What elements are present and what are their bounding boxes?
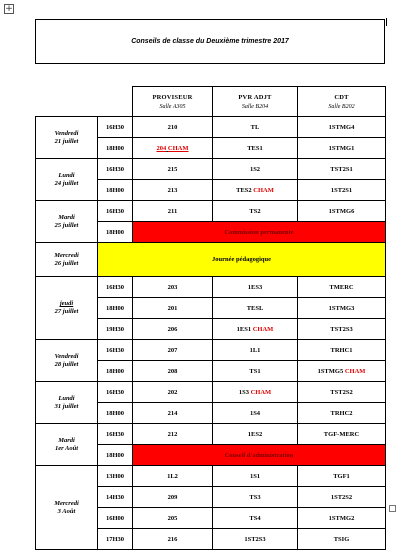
class-cell: 1STMG6 bbox=[298, 201, 386, 222]
day-cell: Mardi 25 juillet bbox=[36, 201, 98, 243]
day-cell: Vendredi 21 juillet bbox=[36, 117, 98, 159]
table-row bbox=[36, 340, 386, 361]
class-cell: TST2S3 bbox=[298, 319, 386, 340]
time-cell: 14H30 bbox=[98, 487, 133, 508]
class-cell: 209 bbox=[133, 487, 213, 508]
time-cell: 16H30 bbox=[98, 340, 133, 361]
class-cell: TST2S1 bbox=[298, 159, 386, 180]
class-cell: 206 bbox=[133, 319, 213, 340]
header-row bbox=[36, 87, 386, 117]
class-cell: 205 bbox=[133, 508, 213, 529]
time-cell: 16H30 bbox=[98, 201, 133, 222]
time-cell: 16H30 bbox=[98, 117, 133, 138]
class-cell: 1S3 CHAM bbox=[213, 382, 298, 403]
class-cell: TSIG bbox=[298, 529, 386, 550]
class-cell: TS4 bbox=[213, 508, 298, 529]
class-cell: 1S4 bbox=[213, 403, 298, 424]
header-cdt: CDT Salle B202 bbox=[298, 87, 386, 117]
class-cell: TS2 bbox=[213, 201, 298, 222]
time-cell: 16H30 bbox=[98, 382, 133, 403]
time-cell: 16H30 bbox=[98, 277, 133, 298]
table-resize-handle-icon[interactable] bbox=[389, 505, 396, 512]
class-cell: 214 bbox=[133, 403, 213, 424]
class-cell: 216 bbox=[133, 529, 213, 550]
class-cell: 212 bbox=[133, 424, 213, 445]
time-cell: 18H00 bbox=[98, 445, 133, 466]
commission-band: Commission permanente bbox=[133, 222, 386, 243]
conseil-band: Conseil d'administration bbox=[133, 445, 386, 466]
class-cell: TMERC bbox=[298, 277, 386, 298]
table-row bbox=[36, 243, 386, 277]
class-cell: 1ST2S3 bbox=[213, 529, 298, 550]
class-cell: 211 bbox=[133, 201, 213, 222]
class-cell: TES2 CHAM bbox=[213, 180, 298, 201]
day-cell: Lundi 31 juillet bbox=[36, 382, 98, 424]
class-cell: 1ES3 bbox=[213, 277, 298, 298]
time-cell: 16H00 bbox=[98, 508, 133, 529]
class-cell: 1ES1 CHAM bbox=[213, 319, 298, 340]
table-row bbox=[36, 201, 386, 222]
day-cell: Mardi 1er Août bbox=[36, 424, 98, 466]
class-cell: 1ST2S2 bbox=[298, 487, 386, 508]
class-cell: TES1 bbox=[213, 138, 298, 159]
day-cell: Mercredi 26 juillet bbox=[36, 243, 98, 277]
class-cell: 204 CHAM bbox=[133, 138, 213, 159]
header-pvr-adjt: PVR ADJT Salle B204 bbox=[213, 87, 298, 117]
class-cell: 1STMG2 bbox=[298, 508, 386, 529]
class-cell: 1STMG1 bbox=[298, 138, 386, 159]
schedule-table bbox=[35, 86, 386, 550]
class-cell: TRHC1 bbox=[298, 340, 386, 361]
class-cell: 207 bbox=[133, 340, 213, 361]
day-cell: Vendredi 28 juillet bbox=[36, 340, 98, 382]
class-cell: TS1 bbox=[213, 361, 298, 382]
journee-band: Journée pédagogique bbox=[98, 243, 386, 277]
class-cell: TESL bbox=[213, 298, 298, 319]
class-cell: TRHC2 bbox=[298, 403, 386, 424]
time-cell: 18H00 bbox=[98, 361, 133, 382]
text-cursor bbox=[386, 18, 387, 26]
table-row bbox=[36, 277, 386, 298]
class-cell: 203 bbox=[133, 277, 213, 298]
table-row bbox=[36, 117, 386, 138]
table-row bbox=[36, 382, 386, 403]
day-cell: Lundi 24 juillet bbox=[36, 159, 98, 201]
time-cell: 18H00 bbox=[98, 298, 133, 319]
class-cell: 1STMG4 bbox=[298, 117, 386, 138]
class-cell: TGF-MERC bbox=[298, 424, 386, 445]
header-proviseur: PROVISEUR Salle A305 bbox=[133, 87, 213, 117]
time-cell: 16H30 bbox=[98, 159, 133, 180]
table-row bbox=[36, 159, 386, 180]
time-cell: 16H30 bbox=[98, 424, 133, 445]
time-cell: 18H00 bbox=[98, 180, 133, 201]
table-move-handle-icon[interactable]: + bbox=[5, 4, 13, 14]
table-row bbox=[36, 466, 386, 487]
table-row bbox=[36, 424, 386, 445]
class-cell: 1L2 bbox=[133, 466, 213, 487]
class-cell: TL bbox=[213, 117, 298, 138]
day-cell: Mercredi 3 Août bbox=[36, 466, 98, 550]
time-cell: 13H00 bbox=[98, 466, 133, 487]
time-cell: 18H00 bbox=[98, 222, 133, 243]
class-cell: 208 bbox=[133, 361, 213, 382]
class-cell: 1STMG5 CHAM bbox=[298, 361, 386, 382]
time-cell: 18H00 bbox=[98, 403, 133, 424]
header-blank bbox=[36, 87, 133, 117]
class-cell: 1STMG3 bbox=[298, 298, 386, 319]
class-cell: 215 bbox=[133, 159, 213, 180]
class-cell: 1ES2 bbox=[213, 424, 298, 445]
time-cell: 17H30 bbox=[98, 529, 133, 550]
day-cell: jeudi 27 juillet bbox=[36, 277, 98, 340]
title-box bbox=[35, 19, 385, 64]
class-cell: 1S1 bbox=[213, 466, 298, 487]
class-cell: 1ST2S1 bbox=[298, 180, 386, 201]
time-cell: 19H30 bbox=[98, 319, 133, 340]
class-cell: 213 bbox=[133, 180, 213, 201]
class-cell: 1L1 bbox=[213, 340, 298, 361]
class-cell: TGF1 bbox=[298, 466, 386, 487]
class-cell: TST2S2 bbox=[298, 382, 386, 403]
class-cell: 201 bbox=[133, 298, 213, 319]
class-cell: 210 bbox=[133, 117, 213, 138]
class-cell: 1S2 bbox=[213, 159, 298, 180]
class-cell: TS3 bbox=[213, 487, 298, 508]
class-cell: 202 bbox=[133, 382, 213, 403]
page-title: Conseils de classe du Deuxième trimestre 2017 bbox=[131, 38, 289, 45]
time-cell: 18H00 bbox=[98, 138, 133, 159]
